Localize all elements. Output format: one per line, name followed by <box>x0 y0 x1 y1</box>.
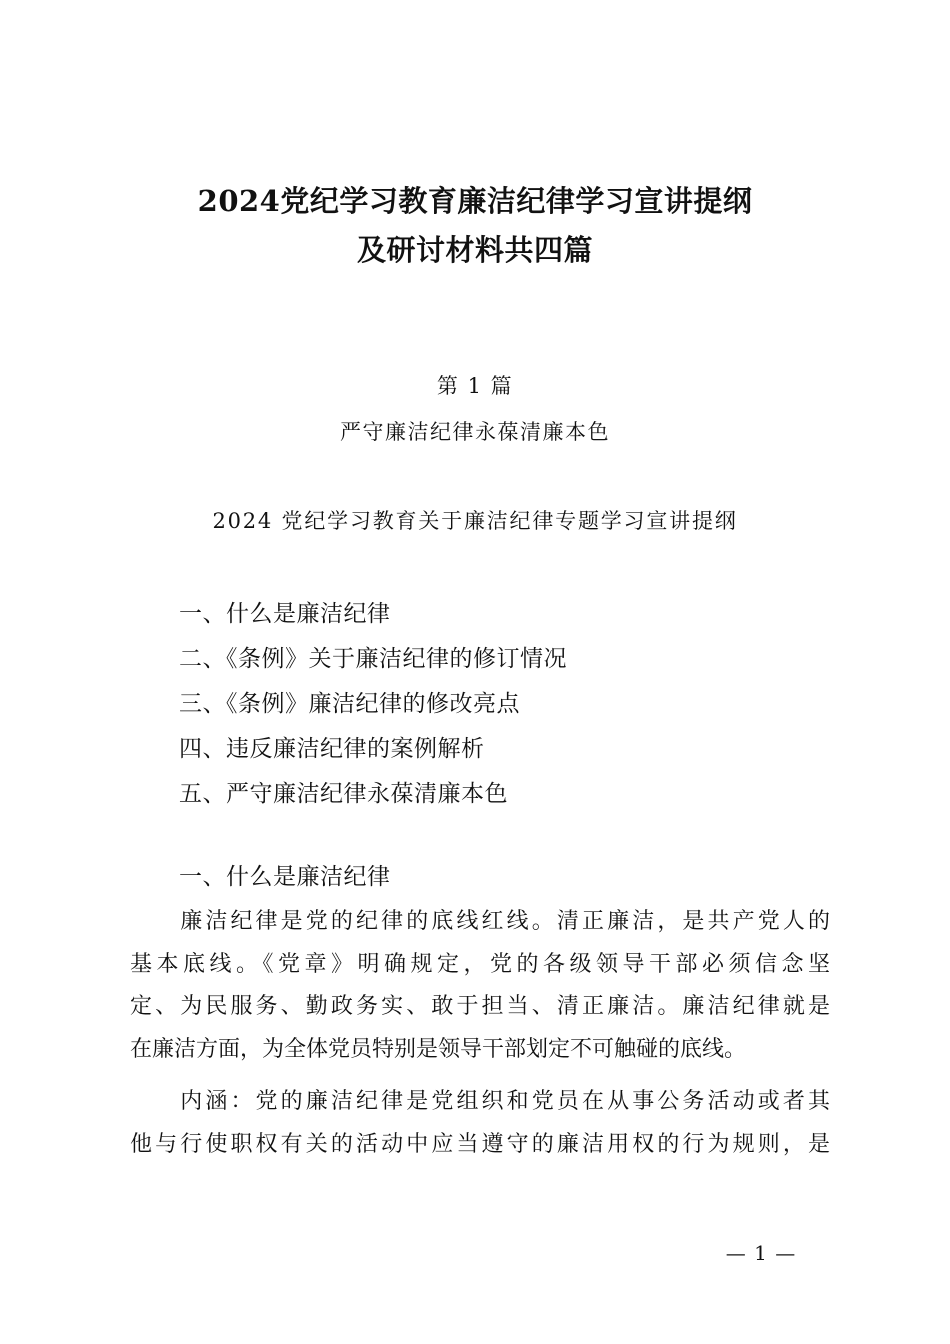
paragraph-2 <box>130 1081 830 1166</box>
paragraph-line: 在廉洁方面，为全体党员特别是领导干部划定不可触碰的底线。 <box>130 1036 747 1062</box>
document-title-line-1: 2024党纪学习教育廉洁纪律学习宣讲提纲 <box>197 184 753 218</box>
outline-item: 五、严守廉洁纪律永葆清廉本色 <box>179 781 508 807</box>
chapter-subtitle: 严守廉洁纪律永葆清廉本色 <box>340 420 610 444</box>
document-title-line-2: 及研讨材料共四篇 <box>356 233 593 267</box>
outline-item: 一、什么是廉洁纪律 <box>179 601 391 627</box>
paragraph-line: 内涵：党的廉洁纪律是党组织和党员在从事公务活动或者其 <box>130 1089 830 1114</box>
outline-item: 二、《条例》关于廉洁纪律的修订情况 <box>179 646 567 672</box>
paragraph-line: 基本底线。《党章》明确规定，党的各级领导干部必须信念坚 <box>130 951 830 977</box>
outline-list <box>179 592 567 817</box>
paragraph-1 <box>130 901 830 1071</box>
paragraph-line: 他与行使职权有关的活动中应当遵守的廉洁用权的行为规则，是 <box>130 1131 830 1157</box>
paragraph-line: 廉洁纪律是党的纪律的底线红线。清正廉洁，是共产党人的 <box>130 909 830 934</box>
paragraph-line: 定、为民服务、勤政务实、敢于担当、清正廉洁。廉洁纪律就是 <box>130 994 830 1019</box>
chapter-label: 第 1 篇 <box>436 374 514 398</box>
section-heading: 一、什么是廉洁纪律 <box>179 864 391 890</box>
outline-item: 三、《条例》廉洁纪律的修改亮点 <box>179 691 520 717</box>
outline-title: 2024 党纪学习教育关于廉洁纪律专题学习宣讲提纲 <box>212 509 738 533</box>
page-number: — 1 — <box>725 1241 797 1265</box>
outline-item: 四、违反廉洁纪律的案例解析 <box>179 736 485 762</box>
